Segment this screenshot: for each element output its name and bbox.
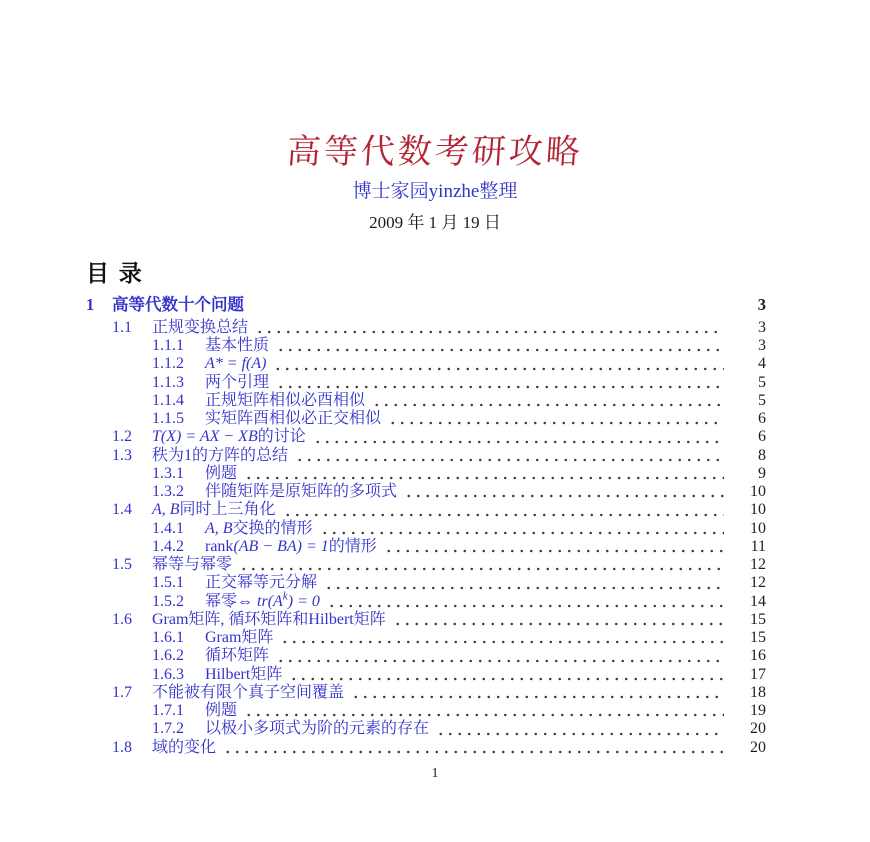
toc-entry-1[interactable] — [86, 297, 766, 320]
toc-entry-1.6.3[interactable] — [86, 667, 766, 685]
toc-entry-number: 1.3.1 — [152, 464, 184, 482]
toc-entry-1.4.2[interactable] — [86, 539, 766, 557]
toc-entry-page: 4 — [758, 355, 766, 373]
toc-entry-1.1.3[interactable] — [86, 375, 766, 393]
toc-entry-page: 16 — [750, 647, 766, 665]
toc-entry-number: 1.8 — [112, 738, 132, 756]
toc-entry-title: 实矩阵酉相似必正交相似 — [205, 410, 382, 428]
toc-entry-page: 3 — [758, 337, 766, 355]
toc-entry-number: 1.6 — [112, 610, 132, 628]
dot-leader — [436, 731, 724, 737]
toc-entry-title: 高等代数十个问题 — [112, 295, 244, 314]
toc-entry-1.5.1[interactable] — [86, 575, 766, 593]
toc-entry-1.4[interactable] — [86, 502, 766, 520]
toc-entry-1.4.1[interactable] — [86, 521, 766, 539]
page-number: 1 — [431, 766, 439, 781]
toc-entry-1.6[interactable] — [86, 612, 766, 630]
dot-leader — [273, 366, 724, 372]
toc-entry-1.1.5[interactable] — [86, 411, 766, 429]
dot-leader — [393, 621, 724, 627]
dot-leader — [289, 676, 724, 682]
toc-entry-number: 1.2 — [112, 428, 132, 446]
dot-leader — [324, 585, 724, 591]
toc-entry-page: 5 — [758, 391, 766, 409]
toc-entry-page: 10 — [750, 483, 766, 501]
toc-entry-number: 1.4.2 — [152, 537, 184, 555]
toc-entry-number: 1.3 — [112, 446, 132, 464]
toc-entry-page: 20 — [750, 738, 766, 756]
toc-entry-number: 1.7.1 — [152, 702, 184, 720]
toc-entry-number: 1.5.2 — [152, 592, 184, 610]
toc-entry-1.6.1[interactable] — [86, 630, 766, 648]
toc-entry-title: 幂等与幂零 — [152, 556, 233, 574]
dot-leader — [255, 329, 724, 335]
toc-entry-title: 两个引理 — [205, 373, 270, 391]
toc-entry-title: 伴随矩阵是原矩阵的多项式 — [205, 483, 398, 501]
toc-entry-number: 1.7.2 — [152, 720, 184, 738]
toc-entry-page: 10 — [750, 501, 766, 519]
toc-entry-title: rank(AB − BA) = 1的情形 — [205, 537, 377, 555]
dot-leader — [244, 475, 724, 481]
toc-entry-title: 幂零⇔ $tr(A^k) = 0$ — [205, 590, 320, 610]
toc-entry-1.8[interactable] — [86, 740, 766, 758]
dot-leader — [283, 512, 724, 518]
toc-entry-1.6.2[interactable] — [86, 648, 766, 666]
document-author: 博士家园yinzhe整理 — [352, 181, 518, 202]
toc-entry-title: 域的变化 — [152, 738, 217, 756]
toc-entry-title: A, B交换的情形 — [205, 519, 313, 537]
toc-entry-number: 1.6.2 — [152, 647, 184, 665]
toc-entry-1.7.2[interactable] — [86, 721, 766, 739]
toc-entry-1.5.2[interactable] — [86, 590, 766, 612]
toc-entry-page: 3 — [758, 318, 766, 336]
toc-entry-page: 18 — [750, 683, 766, 701]
dot-leader — [239, 566, 724, 572]
dot-leader — [280, 639, 724, 645]
toc-entry-page: 6 — [758, 428, 766, 446]
toc-entry-page: 14 — [750, 592, 766, 610]
toc-entry-title: 以极小多项式为阶的元素的存在 — [205, 720, 430, 738]
toc-entry-1.1.1[interactable] — [86, 338, 766, 356]
dot-leader — [372, 402, 724, 408]
table-of-contents — [86, 297, 766, 758]
document-title: 高等代数考研攻略 — [285, 134, 585, 171]
dot-leader — [276, 347, 724, 353]
toc-entry-title: 正规变换总结 — [152, 318, 249, 336]
toc-entry-number: 1.6.3 — [152, 665, 184, 683]
toc-entry-1.3.2[interactable] — [86, 484, 766, 502]
toc-entry-number: 1.1.4 — [152, 391, 184, 409]
toc-entry-number: 1.1 — [112, 318, 132, 336]
dot-leader — [327, 603, 724, 609]
toc-entry-number: 1.4.1 — [152, 519, 184, 537]
toc-entry-page: 20 — [750, 720, 766, 738]
toc-entry-title: 不能被有限个真子空间覆盖 — [152, 683, 345, 701]
toc-entry-title: 正交幂等元分解 — [205, 574, 318, 592]
toc-entry-1.7[interactable] — [86, 685, 766, 703]
toc-entry-number: 1.5 — [112, 556, 132, 574]
toc-entry-number: 1.1.1 — [152, 337, 184, 355]
toc-entry-1.3.1[interactable] — [86, 466, 766, 484]
dot-leader — [276, 658, 724, 664]
toc-entry-page: 9 — [758, 464, 766, 482]
toc-entry-1.2[interactable] — [86, 429, 766, 447]
toc-entry-number: 1.3.2 — [152, 483, 184, 501]
toc-entry-1.1.4[interactable] — [86, 393, 766, 411]
toc-entry-title: Gram矩阵, 循环矩阵和Hilbert矩阵 — [152, 610, 386, 628]
toc-entry-title: 正规矩阵相似必酉相似 — [205, 391, 366, 409]
document-date: 2009 年 1 月 19 日 — [369, 213, 501, 232]
dot-leader — [351, 694, 724, 700]
toc-entry-page: 11 — [750, 537, 766, 555]
toc-entry-title: 秩为1的方阵的总结 — [152, 446, 289, 464]
dot-leader — [404, 493, 724, 499]
toc-heading: 目 录 — [86, 261, 144, 286]
toc-entry-title: 基本性质 — [205, 337, 270, 355]
toc-entry-number: 1.1.2 — [152, 355, 184, 373]
toc-entry-title: Hilbert矩阵 — [205, 665, 283, 683]
dot-leader — [384, 548, 724, 554]
toc-entry-page: 5 — [758, 373, 766, 391]
toc-entry-page: 19 — [750, 702, 766, 720]
toc-entry-number: 1 — [86, 295, 95, 314]
toc-entry-title: 例题 — [205, 702, 238, 720]
dot-leader — [320, 530, 724, 536]
toc-entry-title: 例题 — [205, 464, 238, 482]
toc-entry-page: 15 — [750, 629, 766, 647]
toc-entry-page: 15 — [750, 610, 766, 628]
toc-entry-number: 1.5.1 — [152, 574, 184, 592]
dot-leader — [223, 749, 724, 755]
dot-leader — [313, 439, 724, 445]
dot-leader — [388, 420, 724, 426]
toc-entry-title: T(X) = AX − XB的讨论 — [152, 428, 306, 446]
toc-entry-number: 1.6.1 — [152, 629, 184, 647]
toc-entry-title: 循环矩阵 — [205, 647, 270, 665]
toc-entry-1.3[interactable] — [86, 448, 766, 466]
toc-entry-page: 12 — [750, 556, 766, 574]
toc-entry-1.1.2[interactable] — [86, 356, 766, 374]
toc-entry-page: 3 — [757, 295, 766, 314]
toc-entry-number: 1.4 — [112, 501, 132, 519]
dot-leader — [244, 712, 724, 718]
toc-entry-title: Gram矩阵 — [205, 629, 274, 647]
toc-entry-page: 8 — [758, 446, 766, 464]
toc-entry-title: A, B同时上三角化 — [152, 501, 276, 519]
toc-entry-1.5[interactable] — [86, 557, 766, 575]
dot-leader — [251, 311, 724, 317]
toc-entry-number: 1.1.5 — [152, 410, 184, 428]
toc-entry-title: A* = f(A) — [205, 355, 267, 373]
toc-entry-page: 6 — [758, 410, 766, 428]
toc-entry-number: 1.1.3 — [152, 373, 184, 391]
toc-entry-number: 1.7 — [112, 683, 132, 701]
toc-entry-page: 12 — [750, 574, 766, 592]
toc-entry-1.7.1[interactable] — [86, 703, 766, 721]
dot-leader — [295, 457, 724, 463]
dot-leader — [276, 384, 724, 390]
toc-entry-page: 17 — [750, 665, 766, 683]
toc-entry-page: 10 — [750, 519, 766, 537]
toc-entry-1.1[interactable] — [86, 320, 766, 338]
